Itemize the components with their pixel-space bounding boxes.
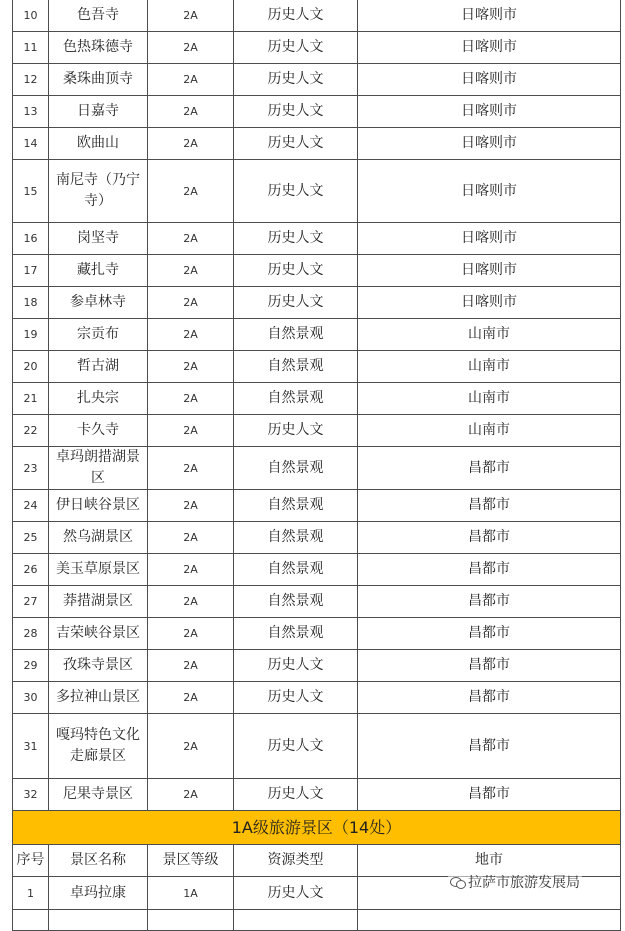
resource-type: 历史人文: [234, 223, 358, 255]
scenic-grade: 1A: [148, 877, 234, 910]
resource-type: 自然景观: [234, 554, 358, 586]
resource-type: 自然景观: [234, 618, 358, 650]
table-row: [13, 128, 621, 160]
scenic-name: 尼果寺景区: [49, 779, 148, 811]
watermark: [448, 872, 582, 892]
resource-type: 自然景观: [234, 490, 358, 522]
table-row: [13, 554, 621, 586]
city-name: 日喀则市: [358, 128, 621, 160]
city-name: 日喀则市: [358, 287, 621, 319]
scenic-grade: 2A: [148, 779, 234, 811]
resource-type: 历史人文: [234, 32, 358, 64]
city-name: 日喀则市: [358, 96, 621, 128]
row-number: 22: [13, 415, 49, 447]
scenic-grade: 2A: [148, 714, 234, 779]
scenic-name: 色吾寺: [49, 0, 148, 32]
scenic-grade: 2A: [148, 383, 234, 415]
scenic-grade: 2A: [148, 586, 234, 618]
scenic-name: 卓玛拉康: [49, 877, 148, 910]
row-number: 30: [13, 682, 49, 714]
resource-type: 历史人文: [234, 287, 358, 319]
scenic-grade: 2A: [148, 650, 234, 682]
city-name: 昌都市: [358, 554, 621, 586]
scenic-name: 色热珠德寺: [49, 32, 148, 64]
scenic-grade: 2A: [148, 0, 234, 32]
watermark-text: 拉萨市旅游发展局: [468, 875, 580, 891]
scenic-grade: 2A: [148, 96, 234, 128]
row-number: 27: [13, 586, 49, 618]
city-name: 日喀则市: [358, 64, 621, 96]
resource-type: 历史人文: [234, 714, 358, 779]
table-row: [13, 714, 621, 779]
row-number: 29: [13, 650, 49, 682]
table-row: [13, 287, 621, 319]
resource-type: 历史人文: [234, 160, 358, 223]
table-row: [13, 415, 621, 447]
table-row: [13, 522, 621, 554]
table-row: [13, 383, 621, 415]
row-number: 14: [13, 128, 49, 160]
scenic-grade: 2A: [148, 32, 234, 64]
scenic-grade: 2A: [148, 554, 234, 586]
city-name: 日喀则市: [358, 255, 621, 287]
city-name: 昌都市: [358, 522, 621, 554]
resource-type: 历史人文: [234, 877, 358, 910]
city-name: 山南市: [358, 415, 621, 447]
empty-cell: [148, 910, 234, 931]
table-row: [13, 618, 621, 650]
scenic-grade: 2A: [148, 522, 234, 554]
table-row: [13, 255, 621, 287]
header-name: 景区名称: [49, 845, 148, 877]
scenic-grade: 2A: [148, 128, 234, 160]
row-number: 31: [13, 714, 49, 779]
scenic-name: 欧曲山: [49, 128, 148, 160]
table-row: [13, 586, 621, 618]
row-number: 18: [13, 287, 49, 319]
table-row: [13, 319, 621, 351]
table-row: [13, 779, 621, 811]
scenic-grade: 2A: [148, 682, 234, 714]
city-name: 日喀则市: [358, 32, 621, 64]
scenic-name: 美玉草原景区: [49, 554, 148, 586]
scenic-grade: 2A: [148, 287, 234, 319]
section-title: 1A级旅游景区（14处）: [13, 811, 621, 845]
table-row: [13, 910, 621, 931]
scenic-name: 卡久寺: [49, 415, 148, 447]
scenic-grade: 2A: [148, 618, 234, 650]
empty-cell: [49, 910, 148, 931]
table-row: [13, 96, 621, 128]
scenic-grade: 2A: [148, 160, 234, 223]
scenic-grade: 2A: [148, 223, 234, 255]
resource-type: 自然景观: [234, 586, 358, 618]
header-city: 地市: [358, 845, 621, 877]
row-number: 12: [13, 64, 49, 96]
scenic-name: 藏扎寺: [49, 255, 148, 287]
scenic-name: 宗贡布: [49, 319, 148, 351]
row-number: 24: [13, 490, 49, 522]
resource-type: 自然景观: [234, 522, 358, 554]
row-number: 20: [13, 351, 49, 383]
row-number: 17: [13, 255, 49, 287]
city-name: 昌都市: [358, 447, 621, 490]
empty-cell: [358, 910, 621, 931]
wechat-icon: [450, 876, 466, 888]
resource-type: 历史人文: [234, 682, 358, 714]
table-row: [13, 0, 621, 32]
scenic-grade: 2A: [148, 255, 234, 287]
table-row: [13, 447, 621, 490]
scenic-name: 扎央宗: [49, 383, 148, 415]
row-number: 16: [13, 223, 49, 255]
city-name: 昌都市: [358, 618, 621, 650]
city-name: 昌都市: [358, 650, 621, 682]
city-name: 昌都市: [358, 586, 621, 618]
row-number: 32: [13, 779, 49, 811]
table-row: [13, 351, 621, 383]
resource-type: 历史人文: [234, 415, 358, 447]
section-header-row: [13, 811, 621, 845]
city-name: 日喀则市: [358, 160, 621, 223]
row-number: 1: [13, 877, 49, 910]
scenic-name: 然乌湖景区: [49, 522, 148, 554]
resource-type: 历史人文: [234, 650, 358, 682]
scenic-name: 哲古湖: [49, 351, 148, 383]
resource-type: 历史人文: [234, 128, 358, 160]
row-number: 19: [13, 319, 49, 351]
scenic-name: 卓玛朗措湖景区: [49, 447, 148, 490]
resource-type: 历史人文: [234, 96, 358, 128]
row-number: 15: [13, 160, 49, 223]
table-row: [13, 490, 621, 522]
resource-type: 历史人文: [234, 779, 358, 811]
scenic-name: 桑珠曲顶寺: [49, 64, 148, 96]
city-name: 山南市: [358, 383, 621, 415]
scenic-name: 伊日峡谷景区: [49, 490, 148, 522]
resource-type: 历史人文: [234, 64, 358, 96]
table-row: [13, 650, 621, 682]
scenic-name: 吉荣峡谷景区: [49, 618, 148, 650]
city-name: 山南市: [358, 351, 621, 383]
scenic-name: 参卓林寺: [49, 287, 148, 319]
table-row: [13, 160, 621, 223]
scenic-name: 孜珠寺景区: [49, 650, 148, 682]
row-number: 28: [13, 618, 49, 650]
resource-type: 历史人文: [234, 0, 358, 32]
scenic-grade: 2A: [148, 351, 234, 383]
resource-type: 自然景观: [234, 351, 358, 383]
row-number: 26: [13, 554, 49, 586]
empty-cell: [234, 910, 358, 931]
header-grade: 景区等级: [148, 845, 234, 877]
city-name: 山南市: [358, 319, 621, 351]
scenic-grade: 2A: [148, 64, 234, 96]
city-name: 昌都市: [358, 714, 621, 779]
scenic-name: 莽措湖景区: [49, 586, 148, 618]
scenic-grade: 2A: [148, 490, 234, 522]
table-row: [13, 223, 621, 255]
row-number: 13: [13, 96, 49, 128]
resource-type: 自然景观: [234, 383, 358, 415]
empty-cell: [13, 910, 49, 931]
table-body: [13, 0, 621, 931]
scenic-grade: 2A: [148, 415, 234, 447]
scenic-name: 日嘉寺: [49, 96, 148, 128]
row-number: 23: [13, 447, 49, 490]
scenic-grade: 2A: [148, 319, 234, 351]
row-number: 25: [13, 522, 49, 554]
row-number: 10: [13, 0, 49, 32]
table-row: [13, 64, 621, 96]
scenic-name: 南尼寺（乃宁寺）: [49, 160, 148, 223]
row-number: 21: [13, 383, 49, 415]
scenic-name: 嘎玛特色文化走廊景区: [49, 714, 148, 779]
header-number: 序号: [13, 845, 49, 877]
table-row: [13, 32, 621, 64]
city-name: 日喀则市: [358, 0, 621, 32]
resource-type: 自然景观: [234, 447, 358, 490]
header-type: 资源类型: [234, 845, 358, 877]
row-number: 11: [13, 32, 49, 64]
city-name: 昌都市: [358, 490, 621, 522]
table-row: [13, 682, 621, 714]
scenic-name: 岗坚寺: [49, 223, 148, 255]
scenic-area-table: [12, 0, 621, 931]
city-name: 昌都市: [358, 779, 621, 811]
scenic-name: 多拉神山景区: [49, 682, 148, 714]
city-name: 昌都市: [358, 682, 621, 714]
resource-type: 历史人文: [234, 255, 358, 287]
scenic-grade: 2A: [148, 447, 234, 490]
city-name: 日喀则市: [358, 223, 621, 255]
resource-type: 自然景观: [234, 319, 358, 351]
